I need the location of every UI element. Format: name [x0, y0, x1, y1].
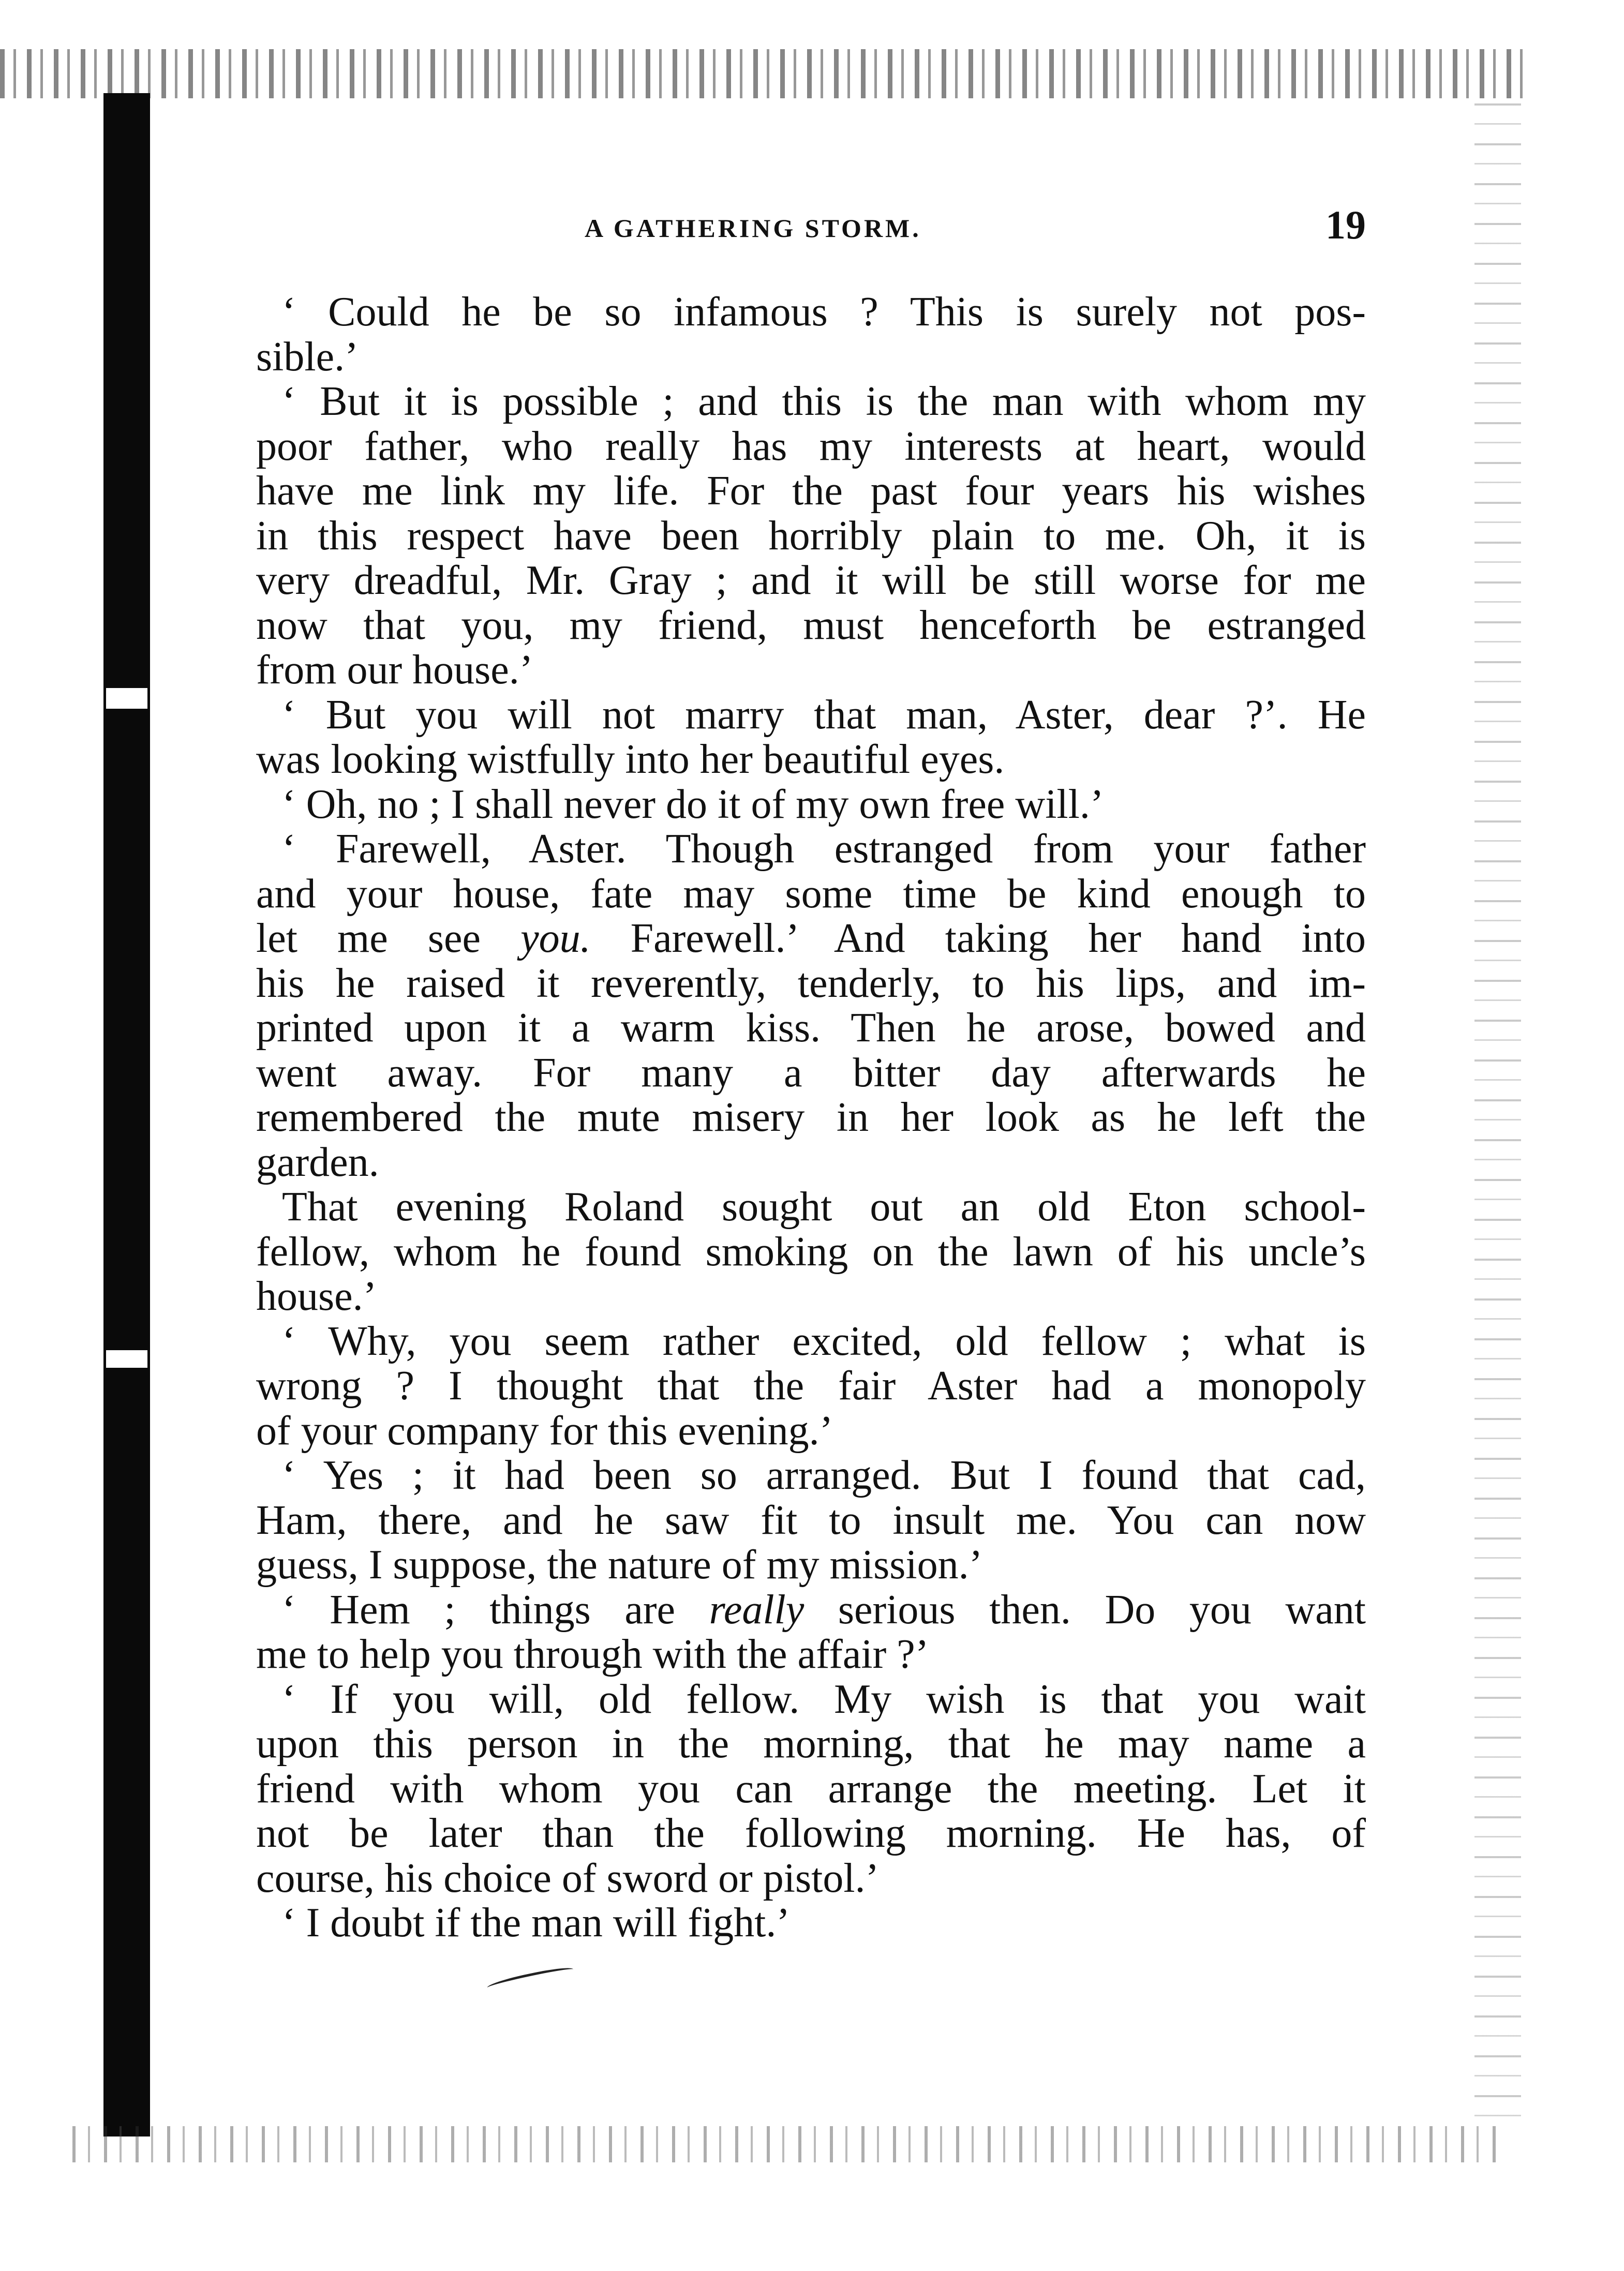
text-line: course, his choice of sword or pistol.’ [256, 1855, 880, 1901]
text-line: ‘ Oh, no ; I shall never do it of my own free will.’ [282, 781, 1104, 827]
text-run: serious then. Do you want [804, 1587, 1366, 1633]
text-run: ‘ Hem ; things are [282, 1587, 709, 1633]
text-line: in this respect have been horribly plain to me. Oh, it is [256, 513, 1366, 559]
text-line: That evening Roland sought out an old Eton school- [282, 1184, 1366, 1230]
italic-run: you. [520, 916, 591, 961]
scan-edge-top [0, 49, 1526, 98]
text-line: ‘ Farewell, Aster. Though estranged from your father [282, 826, 1366, 872]
text-line: guess, I suppose, the nature of my mission.’ [256, 1542, 983, 1588]
text-run: Farewell.’ And taking her hand into [590, 916, 1366, 961]
text-line: was looking wistfully into her beautiful eyes. [256, 737, 1005, 782]
page-number: 19 [1325, 202, 1366, 247]
text-line: not be later than the following morning. He has, of [256, 1811, 1366, 1856]
text-line: friend with whom you can arrange the meeting. Let it [256, 1766, 1366, 1812]
text-line: now that you, my friend, must henceforth be estranged [256, 602, 1366, 648]
pen-mark [486, 1965, 574, 1993]
text-line: have me link my life. For the past four years his wishes [256, 468, 1366, 514]
binding-gap [106, 688, 147, 709]
text-line: upon this person in the morning, that he may name a [256, 1721, 1366, 1767]
scan-edge-right [1474, 103, 1521, 2121]
text-line: ‘ Yes ; it had been so arranged. But I found that cad, [282, 1453, 1366, 1498]
text-line: from our house.’ [256, 647, 533, 693]
text-line: sible.’ [256, 334, 359, 380]
text-line: ‘ But you will not marry that man, Aster, dear ?’. He [282, 692, 1366, 738]
text-line: went away. For many a bitter day afterwards he [256, 1050, 1366, 1096]
page-header [264, 202, 1366, 259]
text-line [256, 916, 1366, 961]
text-line [256, 1588, 1366, 1633]
binding-gap [106, 1350, 147, 1368]
italic-run: really [709, 1587, 804, 1633]
text-line: ‘ Why, you seem rather excited, old fellow ; what is [282, 1318, 1366, 1364]
text-line: printed upon it a warm kiss. Then he arose, bowed and [256, 1005, 1366, 1051]
text-line: me to help you through with the affair ?’ [256, 1632, 929, 1677]
text-line: wrong ? I thought that the fair Aster had a monopoly [256, 1363, 1366, 1409]
text-line: and your house, fate may some time be kind enough to [256, 871, 1366, 917]
running-head: A GATHERING STORM. [585, 214, 921, 243]
text-line: garden. [256, 1139, 379, 1185]
text-line: remembered the mute misery in her look as he left the [256, 1095, 1366, 1140]
body-text [256, 290, 1366, 1946]
scan-edge-bottom [72, 2126, 1500, 2162]
binding-shadow [103, 93, 150, 2136]
text-line: very dreadful, Mr. Gray ; and it will be still worse for me [256, 558, 1366, 603]
text-line: poor father, who really has my interests at heart, would [256, 423, 1366, 469]
text-line: fellow, whom he found smoking on the lawn of his uncle’s [256, 1229, 1366, 1275]
text-line: of your company for this evening.’ [256, 1408, 833, 1454]
text-line: ‘ Could he be so infamous ? This is surely not pos- [282, 289, 1366, 335]
text-line: house.’ [256, 1274, 377, 1319]
text-line: ‘ But it is possible ; and this is the man with whom my [282, 379, 1366, 424]
text-line: his he raised it reverently, tenderly, to his lips, and im- [256, 960, 1366, 1006]
text-line: ‘ I doubt if the man will fight.’ [282, 1900, 791, 1946]
text-line: Ham, there, and he saw fit to insult me. You can now [256, 1497, 1366, 1543]
text-line: ‘ If you will, old fellow. My wish is that you wait [282, 1676, 1366, 1722]
text-run: let me see [256, 916, 521, 961]
